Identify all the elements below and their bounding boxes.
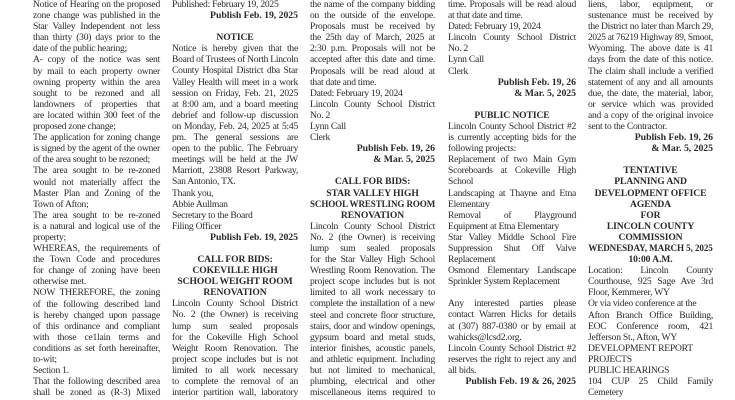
text-line: Location: Lincoln County bbox=[588, 265, 713, 277]
text-line: Lincoln County School District bbox=[310, 98, 435, 110]
text-line: complete the installation of a new bbox=[310, 298, 435, 310]
text-line: WHEREAS, the requirements of bbox=[33, 243, 160, 255]
text-line: Equipment at Etna Elementary bbox=[448, 220, 560, 232]
text-line: RENOVATION bbox=[340, 209, 405, 221]
text-line: STAR VALLEY HIGH bbox=[326, 187, 419, 199]
text-line: and athletic equipment. Including bbox=[310, 353, 435, 365]
text-line: NOTICE bbox=[216, 32, 254, 44]
text-line: Wyoming. The above date is 41 bbox=[588, 43, 713, 55]
text-line: lump sum sealed proposals bbox=[310, 242, 435, 254]
text-line: the District no later than March 29, bbox=[588, 21, 714, 33]
block-spacer bbox=[172, 243, 298, 254]
text-line: Town of Afton; bbox=[33, 198, 89, 210]
text-line: Dated: February 19, 2024 bbox=[448, 21, 541, 33]
column-3 bbox=[310, 0, 435, 398]
text-line: DEVELOPMENT OFFICE bbox=[594, 187, 707, 199]
text-line: of the following described land bbox=[33, 298, 160, 310]
text-line: Proposals must be received by bbox=[310, 21, 435, 33]
text-line: PROJECTS bbox=[588, 353, 632, 365]
block-spacer bbox=[310, 165, 435, 176]
text-line: than thirty (30) days prior to the bbox=[33, 32, 160, 44]
text-line: to complete the removal of an bbox=[172, 376, 298, 387]
text-line: The claim shall include a verified bbox=[588, 65, 713, 77]
text-line: and a copy of the original invoice bbox=[588, 109, 713, 121]
text-line: otherwise met. bbox=[33, 276, 86, 288]
text-line: Afton Branch Office Building, bbox=[588, 309, 713, 321]
text-line: County Hospital District dba Star bbox=[172, 65, 298, 77]
text-line: are located within 300 feet of the bbox=[33, 109, 160, 121]
text-line: by mail to each property owner bbox=[33, 65, 160, 77]
paragraph bbox=[310, 221, 435, 399]
text-line: for change of zoning have been bbox=[33, 265, 160, 277]
text-line: debrief and follow-up discussion bbox=[172, 109, 298, 121]
block-spacer bbox=[448, 287, 576, 298]
text-line: pm. The general sessions are bbox=[172, 132, 298, 144]
text-line: limited to all work necessary to bbox=[310, 287, 435, 299]
text-line: of this ordinance and compliant bbox=[33, 320, 160, 332]
text-lines bbox=[448, 21, 576, 32]
text-line: miscellaneous items required to bbox=[310, 387, 435, 399]
text-line: liens, labor, equipment, or bbox=[588, 0, 713, 10]
paragraph bbox=[33, 54, 160, 132]
text-line: 10:00 A.M. bbox=[628, 254, 673, 266]
text-line: Any interested parties please bbox=[448, 298, 576, 310]
text-line: Weight Room Renovation. The bbox=[172, 342, 298, 354]
text-lines bbox=[172, 188, 298, 232]
text-line: Dated: February 19, 2024 bbox=[310, 87, 403, 99]
text-lines bbox=[588, 343, 713, 376]
text-line: project scope includes but is not bbox=[310, 276, 435, 288]
text-line: Replacement of two Main Gym bbox=[448, 154, 576, 166]
text-line: to-wit; bbox=[33, 354, 57, 365]
paragraph bbox=[172, 298, 298, 398]
publish-date-line bbox=[172, 10, 298, 21]
text-line: is currently accepting bids for the bbox=[448, 132, 576, 144]
text-line: sustenance must be received by bbox=[588, 10, 713, 22]
text-line: The application for zoning change bbox=[33, 132, 160, 144]
text-line: Publish Feb. 19, 26 bbox=[356, 143, 435, 155]
text-line: PUBLIC NOTICE bbox=[474, 109, 550, 121]
text-line: the 25th day of March, 2025 at bbox=[310, 32, 435, 44]
text-line: Lincoln County School District #2 bbox=[448, 120, 576, 132]
text-line: the name of the company bidding bbox=[310, 0, 435, 10]
text-line: No. 2 bbox=[310, 109, 331, 121]
text-line: NOW THEREFORE, the zoning bbox=[33, 287, 160, 299]
text-line: project scope includes but is not bbox=[172, 353, 298, 365]
text-line: Notice of Hearing on the proposed bbox=[33, 0, 160, 10]
text-line: gypsum board and metal studs, bbox=[310, 331, 435, 343]
text-line: steel and concrete floor structure, bbox=[310, 309, 435, 321]
text-line: would not materially affect the bbox=[33, 176, 160, 188]
text-line: but not limited to mechanical, bbox=[310, 365, 435, 376]
text-line: property; bbox=[33, 231, 66, 243]
text-line: SCHOOL WEIGHT ROOM bbox=[177, 276, 293, 288]
text-line: limited to all work necessary bbox=[172, 364, 298, 376]
text-line: Landscaping at Thayne and Etna bbox=[448, 187, 576, 199]
paragraph bbox=[448, 121, 576, 154]
text-line: proposed zone change; bbox=[33, 121, 116, 133]
text-line: that date and time. bbox=[310, 76, 377, 88]
paragraph bbox=[172, 43, 298, 187]
text-line: Courthouse, 925 Sage Ave 3rd bbox=[588, 276, 713, 288]
text-line: 104 CUP 25 Child Family bbox=[588, 376, 713, 388]
paragraph bbox=[448, 210, 576, 232]
text-line: Publish Feb. 19, 26 bbox=[634, 132, 713, 144]
text-line: Jefferson St., Afton, WY bbox=[588, 331, 678, 343]
text-line: date of the public hearing; bbox=[33, 43, 127, 55]
text-line: PUBLIC HEARINGS bbox=[588, 365, 670, 376]
text-line: Publish Feb. 19, 26 bbox=[497, 76, 576, 88]
text-line: days from the date of this notice. bbox=[588, 54, 713, 66]
notice-heading bbox=[588, 165, 713, 265]
text-line: at that date and time. bbox=[448, 10, 523, 22]
block-spacer bbox=[448, 99, 576, 110]
paragraph bbox=[588, 265, 713, 298]
text-line: Star Valley Independent not less bbox=[33, 21, 160, 33]
text-line: Lynn Call bbox=[448, 54, 484, 66]
publish-date-line bbox=[310, 143, 435, 165]
text-line: wahicks@lcsd2.org. bbox=[448, 331, 522, 343]
paragraph bbox=[588, 310, 713, 343]
text-line: at 8:00 am, and a board meeting bbox=[172, 98, 298, 110]
text-line: accepted after this date and time. bbox=[310, 54, 435, 66]
text-line: Cemetery bbox=[588, 387, 624, 399]
text-line: landowners of properties that bbox=[33, 98, 160, 110]
paragraph bbox=[448, 32, 576, 54]
text-line: Lynn Call bbox=[310, 121, 346, 133]
text-lines bbox=[172, 0, 298, 10]
text-line: FOR bbox=[640, 209, 661, 221]
text-line: No. 2 bbox=[448, 43, 469, 55]
text-line: San Antonio, TX. bbox=[172, 176, 236, 188]
text-line: RENOVATION bbox=[203, 287, 267, 299]
publish-date-line bbox=[448, 376, 576, 387]
text-line: of the area sought to be rezoned; bbox=[33, 154, 150, 166]
text-line: TENTATIVE bbox=[623, 165, 678, 177]
text-line: for the Cokeville High School bbox=[172, 331, 298, 343]
text-line: owning property within the area bbox=[33, 76, 160, 88]
text-line: on the outside of the envelope. bbox=[310, 10, 435, 22]
text-line: That the following described area bbox=[33, 376, 160, 388]
text-line: Suppression Shut Off Valve bbox=[448, 242, 576, 254]
text-line: Abbie Aullman bbox=[172, 198, 228, 210]
text-line: Wrestling Room Renovation. The bbox=[310, 265, 435, 277]
text-line: contact Warren Hicks for details bbox=[448, 309, 576, 321]
text-line: interior partition wall, laboratory bbox=[172, 387, 298, 399]
text-line: Lincoln County School District bbox=[310, 220, 435, 232]
text-line: PLANNING AND bbox=[614, 176, 687, 188]
text-line: Clerk bbox=[310, 132, 331, 144]
text-line: is hereby changed upon passage bbox=[33, 309, 160, 321]
paragraph bbox=[448, 265, 576, 287]
text-line: Lincoln County School District #2 bbox=[448, 342, 576, 354]
text-line: time. Proposals will be read aloud bbox=[448, 0, 576, 10]
text-line: Lincoln County School District bbox=[448, 32, 576, 44]
column-2 bbox=[172, 0, 298, 398]
text-line: Publish Feb. 19, 2025 bbox=[210, 231, 298, 243]
text-line: DEVELOPMENT REPORT bbox=[588, 342, 693, 354]
text-line: Filing Officer bbox=[172, 220, 222, 232]
text-lines bbox=[588, 298, 713, 309]
paragraph bbox=[310, 0, 435, 88]
text-line: Floor, Kemmerer, WY bbox=[588, 287, 670, 299]
paragraph bbox=[588, 0, 713, 132]
text-line: sought to be rezoned and all bbox=[33, 87, 160, 99]
text-line: 2:30 p.m. Proposals will not be bbox=[310, 43, 435, 55]
text-line: No. 2 (the Owner) is receiving bbox=[310, 231, 435, 243]
text-line: SCHOOL WRESTLING ROOM bbox=[310, 198, 436, 210]
text-line: Elementary bbox=[448, 198, 490, 210]
column-4 bbox=[448, 0, 576, 387]
text-line: CALL FOR BIDS: bbox=[197, 253, 273, 265]
text-line: 2025 at 76219 Highway 89, Smoot, bbox=[588, 32, 713, 44]
paragraph bbox=[33, 0, 160, 54]
text-line: conditions as set forth hereinafter, bbox=[33, 342, 160, 354]
text-line: LINCOLN COUNTY bbox=[606, 220, 695, 232]
text-line: Board of Trustees of North Lincoln bbox=[172, 54, 299, 66]
text-line: on Monday, Feb. 24, 2025 at 5:45 bbox=[172, 120, 298, 132]
text-line: for the Star Valley High School bbox=[310, 254, 435, 266]
paragraph bbox=[588, 376, 713, 398]
text-line: Sprinkler System Replacement bbox=[448, 276, 560, 288]
paragraph bbox=[448, 343, 576, 376]
text-line: Replacement bbox=[448, 254, 496, 266]
text-line: Scoreboards at Cokeville High bbox=[448, 165, 576, 177]
text-lines bbox=[310, 88, 435, 99]
paragraph bbox=[448, 298, 576, 342]
column-1 bbox=[33, 0, 160, 398]
text-line: Thank you, bbox=[172, 187, 214, 199]
text-line: & Mar. 5, 2025 bbox=[373, 154, 435, 166]
notice-heading bbox=[310, 176, 435, 220]
text-line: at (307) 887-0380 or by email at bbox=[448, 320, 576, 332]
text-line: The area sought to be re-zoned bbox=[33, 209, 160, 221]
paragraph bbox=[33, 287, 160, 365]
text-lines bbox=[448, 54, 576, 76]
text-line: CALL FOR BIDS: bbox=[334, 176, 411, 188]
text-line: Master Plan and Zoning of the bbox=[33, 187, 160, 199]
paragraph bbox=[448, 232, 576, 265]
text-line: lump sum sealed proposals bbox=[172, 320, 298, 332]
text-line: session on Friday, Feb. 21, 2025 bbox=[172, 87, 298, 99]
text-line: Lincoln County School District bbox=[172, 298, 298, 310]
text-line: stairs, door and window openings, bbox=[310, 320, 435, 332]
text-line: is signed by the agent of the owner bbox=[33, 143, 160, 155]
paragraph bbox=[448, 0, 576, 21]
text-line: & Mar. 5, 2025 bbox=[651, 143, 713, 155]
text-line: No. 2 (the Owner) is receiving bbox=[172, 309, 298, 321]
publish-date-line bbox=[448, 77, 576, 99]
paragraph bbox=[33, 132, 160, 165]
paragraph bbox=[33, 210, 160, 243]
text-line: Publish Feb. 19, 2025 bbox=[210, 10, 298, 22]
notice-heading bbox=[172, 32, 298, 43]
text-line: shall be zoned as (R-3) Mixed bbox=[33, 387, 160, 399]
text-line: reserves the right to reject any and bbox=[448, 353, 576, 365]
text-line: is a natural and logical use of the bbox=[33, 220, 160, 232]
text-line: zone change was published in the bbox=[33, 10, 160, 22]
text-line: Removal of Playground bbox=[448, 209, 576, 221]
text-line: interior finishes, acoustic panels, bbox=[310, 342, 435, 354]
text-line: following projects: bbox=[448, 143, 516, 155]
text-line: COKEVILLE HIGH bbox=[192, 265, 278, 277]
notice-heading bbox=[448, 110, 576, 121]
text-line: or service which was provided bbox=[588, 98, 713, 110]
paragraph bbox=[33, 165, 160, 209]
text-line: meetings will be held at the JW bbox=[172, 154, 298, 166]
block-spacer bbox=[172, 21, 298, 32]
text-line: Marriott, 23808 Resort Parkway, bbox=[172, 165, 298, 177]
text-line: open to the public. The February bbox=[172, 143, 298, 155]
text-line: Published: February 19, 2025 bbox=[172, 0, 279, 10]
text-line: WEDNESDAY, MARCH 5, 2025 bbox=[588, 242, 713, 254]
text-line: Secretary to the Board bbox=[172, 209, 253, 221]
text-line: The area sought to be re-zoned bbox=[33, 165, 160, 177]
publish-date-line bbox=[172, 232, 298, 243]
text-line: A- copy of the notice was sent bbox=[33, 54, 160, 66]
text-line: COMMISSION bbox=[618, 231, 683, 243]
text-line: Proposals will be read aloud at bbox=[310, 65, 435, 77]
text-line: all bids. bbox=[448, 364, 477, 376]
text-line: plumbing, electrical and other bbox=[310, 376, 435, 388]
text-line: Osmond Elementary Landscape bbox=[448, 265, 576, 277]
text-line: Or via video conference at the bbox=[588, 298, 697, 310]
paragraph bbox=[33, 243, 160, 287]
text-lines bbox=[310, 121, 435, 143]
text-line: Section 1. bbox=[33, 365, 69, 377]
text-line: Clerk bbox=[448, 65, 469, 77]
notice-heading bbox=[172, 254, 298, 298]
text-line: the Town Code and procedures bbox=[33, 254, 160, 266]
text-line: due, the date, the material, labor, bbox=[588, 87, 713, 99]
paragraph bbox=[310, 99, 435, 121]
text-line: & Mar. 5, 2025 bbox=[514, 87, 576, 99]
column-5 bbox=[588, 0, 713, 398]
text-lines bbox=[33, 365, 160, 376]
text-line: EOC Conference room, 421 bbox=[588, 320, 713, 332]
text-line: Valley Health will meet in a work bbox=[172, 76, 298, 88]
paragraph bbox=[448, 154, 576, 187]
paragraph bbox=[33, 376, 160, 398]
text-line: with those ce1lain terms and bbox=[33, 331, 160, 343]
text-line: AGENDA bbox=[630, 198, 671, 210]
paragraph bbox=[448, 188, 576, 210]
text-line: School bbox=[448, 176, 474, 188]
block-spacer bbox=[588, 154, 713, 165]
publish-date-line bbox=[588, 132, 713, 154]
text-line: Notice is hereby given that the bbox=[172, 43, 298, 55]
text-line: statement of any and all amounts bbox=[588, 76, 713, 88]
text-line: sent to the Contractor. bbox=[588, 121, 667, 133]
text-line: Star Valley Middle School Fire bbox=[448, 231, 576, 243]
text-line: Publish Feb. 19 & 26, 2025 bbox=[465, 376, 576, 387]
